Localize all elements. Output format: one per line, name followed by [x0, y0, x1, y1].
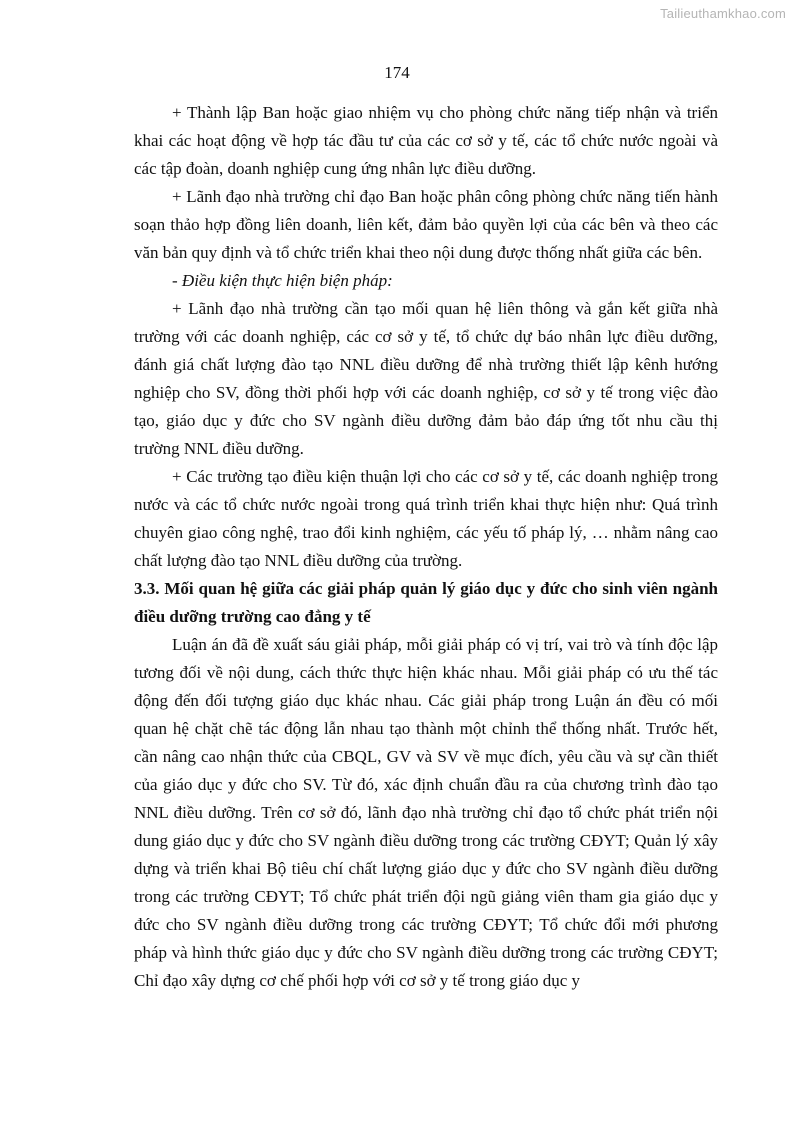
- page-number: 174: [384, 63, 410, 82]
- watermark-text: Tailieuthamkhao.com: [660, 6, 786, 21]
- paragraph-draft-contracts: + Lãnh đạo nhà trường chỉ đạo Ban hoặc phân công phòng chức năng tiến hành soạn thảo hợp đồng liên doanh, liên kết, đảm bảo quyền lợi của các bên và theo các văn bản quy định và tổ chức triển khai theo nội dung được thống nhất giữa các bên.: [134, 187, 718, 262]
- subheading-implementation-conditions: - Điều kiện thực hiện biện pháp:: [172, 271, 393, 290]
- paragraph-school-linkage: + Lãnh đạo nhà trường cần tạo mối quan hệ liên thông và gắn kết giữa nhà trường với các doanh nghiệp, các cơ sở y tế, tổ chức dự báo nhân lực điều dưỡng, đánh giá chất lượng đào tạo NNL điều dưỡng để nhà trường thiết lập kênh hướng nghiệp cho SV, đồng thời phối hợp với các doanh nghiệp, cơ sở y tế trong việc đào tạo, giáo dục y đức cho SV ngành điều dưỡng đảm bảo đáp ứng tốt nhu cầu thị trường NNL điều dưỡng.: [134, 299, 718, 458]
- section-heading-3-3: 3.3. Mối quan hệ giữa các giải pháp quản lý giáo dục y đức cho sinh viên ngành điều dưỡng trường cao đẳng y tế: [134, 579, 718, 626]
- paragraph-favorable-conditions: + Các trường tạo điều kiện thuận lợi cho các cơ sở y tế, các doanh nghiệp trong nước và các tổ chức nước ngoài trong quá trình triển khai thực hiện như: Quá trình chuyên giao công nghệ, trao đổi kinh nghiệm, các yếu tố pháp lý, … nhằm nâng cao chất lượng đào tạo NNL điều dưỡng của trường.: [134, 467, 718, 570]
- paragraph-establish-board: + Thành lập Ban hoặc giao nhiệm vụ cho phòng chức năng tiếp nhận và triển khai các hoạt động về hợp tác đầu tư của các cơ sở y tế, các tổ chức nước ngoài và các tập đoàn, doanh nghiệp cung ứng nhân lực điều dưỡng.: [134, 103, 718, 178]
- document-body: [134, 99, 718, 995]
- paragraph-solutions-relationship: Luận án đã đề xuất sáu giải pháp, mỗi giải pháp có vị trí, vai trò và tính độc lập tương đối về nội dung, cách thức thực hiện khác nhau. Mỗi giải pháp có ưu thế tác động đến đối tượng giáo dục khác nhau. Các giải pháp trong Luận án đều có mối quan hệ chặt chẽ tác động lẫn nhau tạo thành một chỉnh thể thống nhất. Trước hết, cần nâng cao nhận thức của CBQL, GV và SV về mục đích, yêu cầu và sự cần thiết của giáo dục y đức cho SV. Từ đó, xác định chuẩn đầu ra của chương trình đào tạo NNL điều dưỡng. Trên cơ sở đó, lãnh đạo nhà trường chỉ đạo tổ chức phát triển nội dung giáo dục y đức cho SV ngành điều dưỡng trong các trường CĐYT; Quản lý xây dựng và triển khai Bộ tiêu chí chất lượng giáo dục y đức cho SV ngành điều dưỡng trong các trường CĐYT; Tổ chức phát triển đội ngũ giảng viên tham gia giáo dục y đức cho SV ngành điều dưỡng trong các trường CĐYT; Tổ chức đổi mới phương pháp và hình thức giáo dục y đức cho SV ngành điều dưỡng trong các trường CĐYT; Chỉ đạo xây dựng cơ chế phối hợp với cơ sở y tế trong giáo dục y: [134, 635, 718, 990]
